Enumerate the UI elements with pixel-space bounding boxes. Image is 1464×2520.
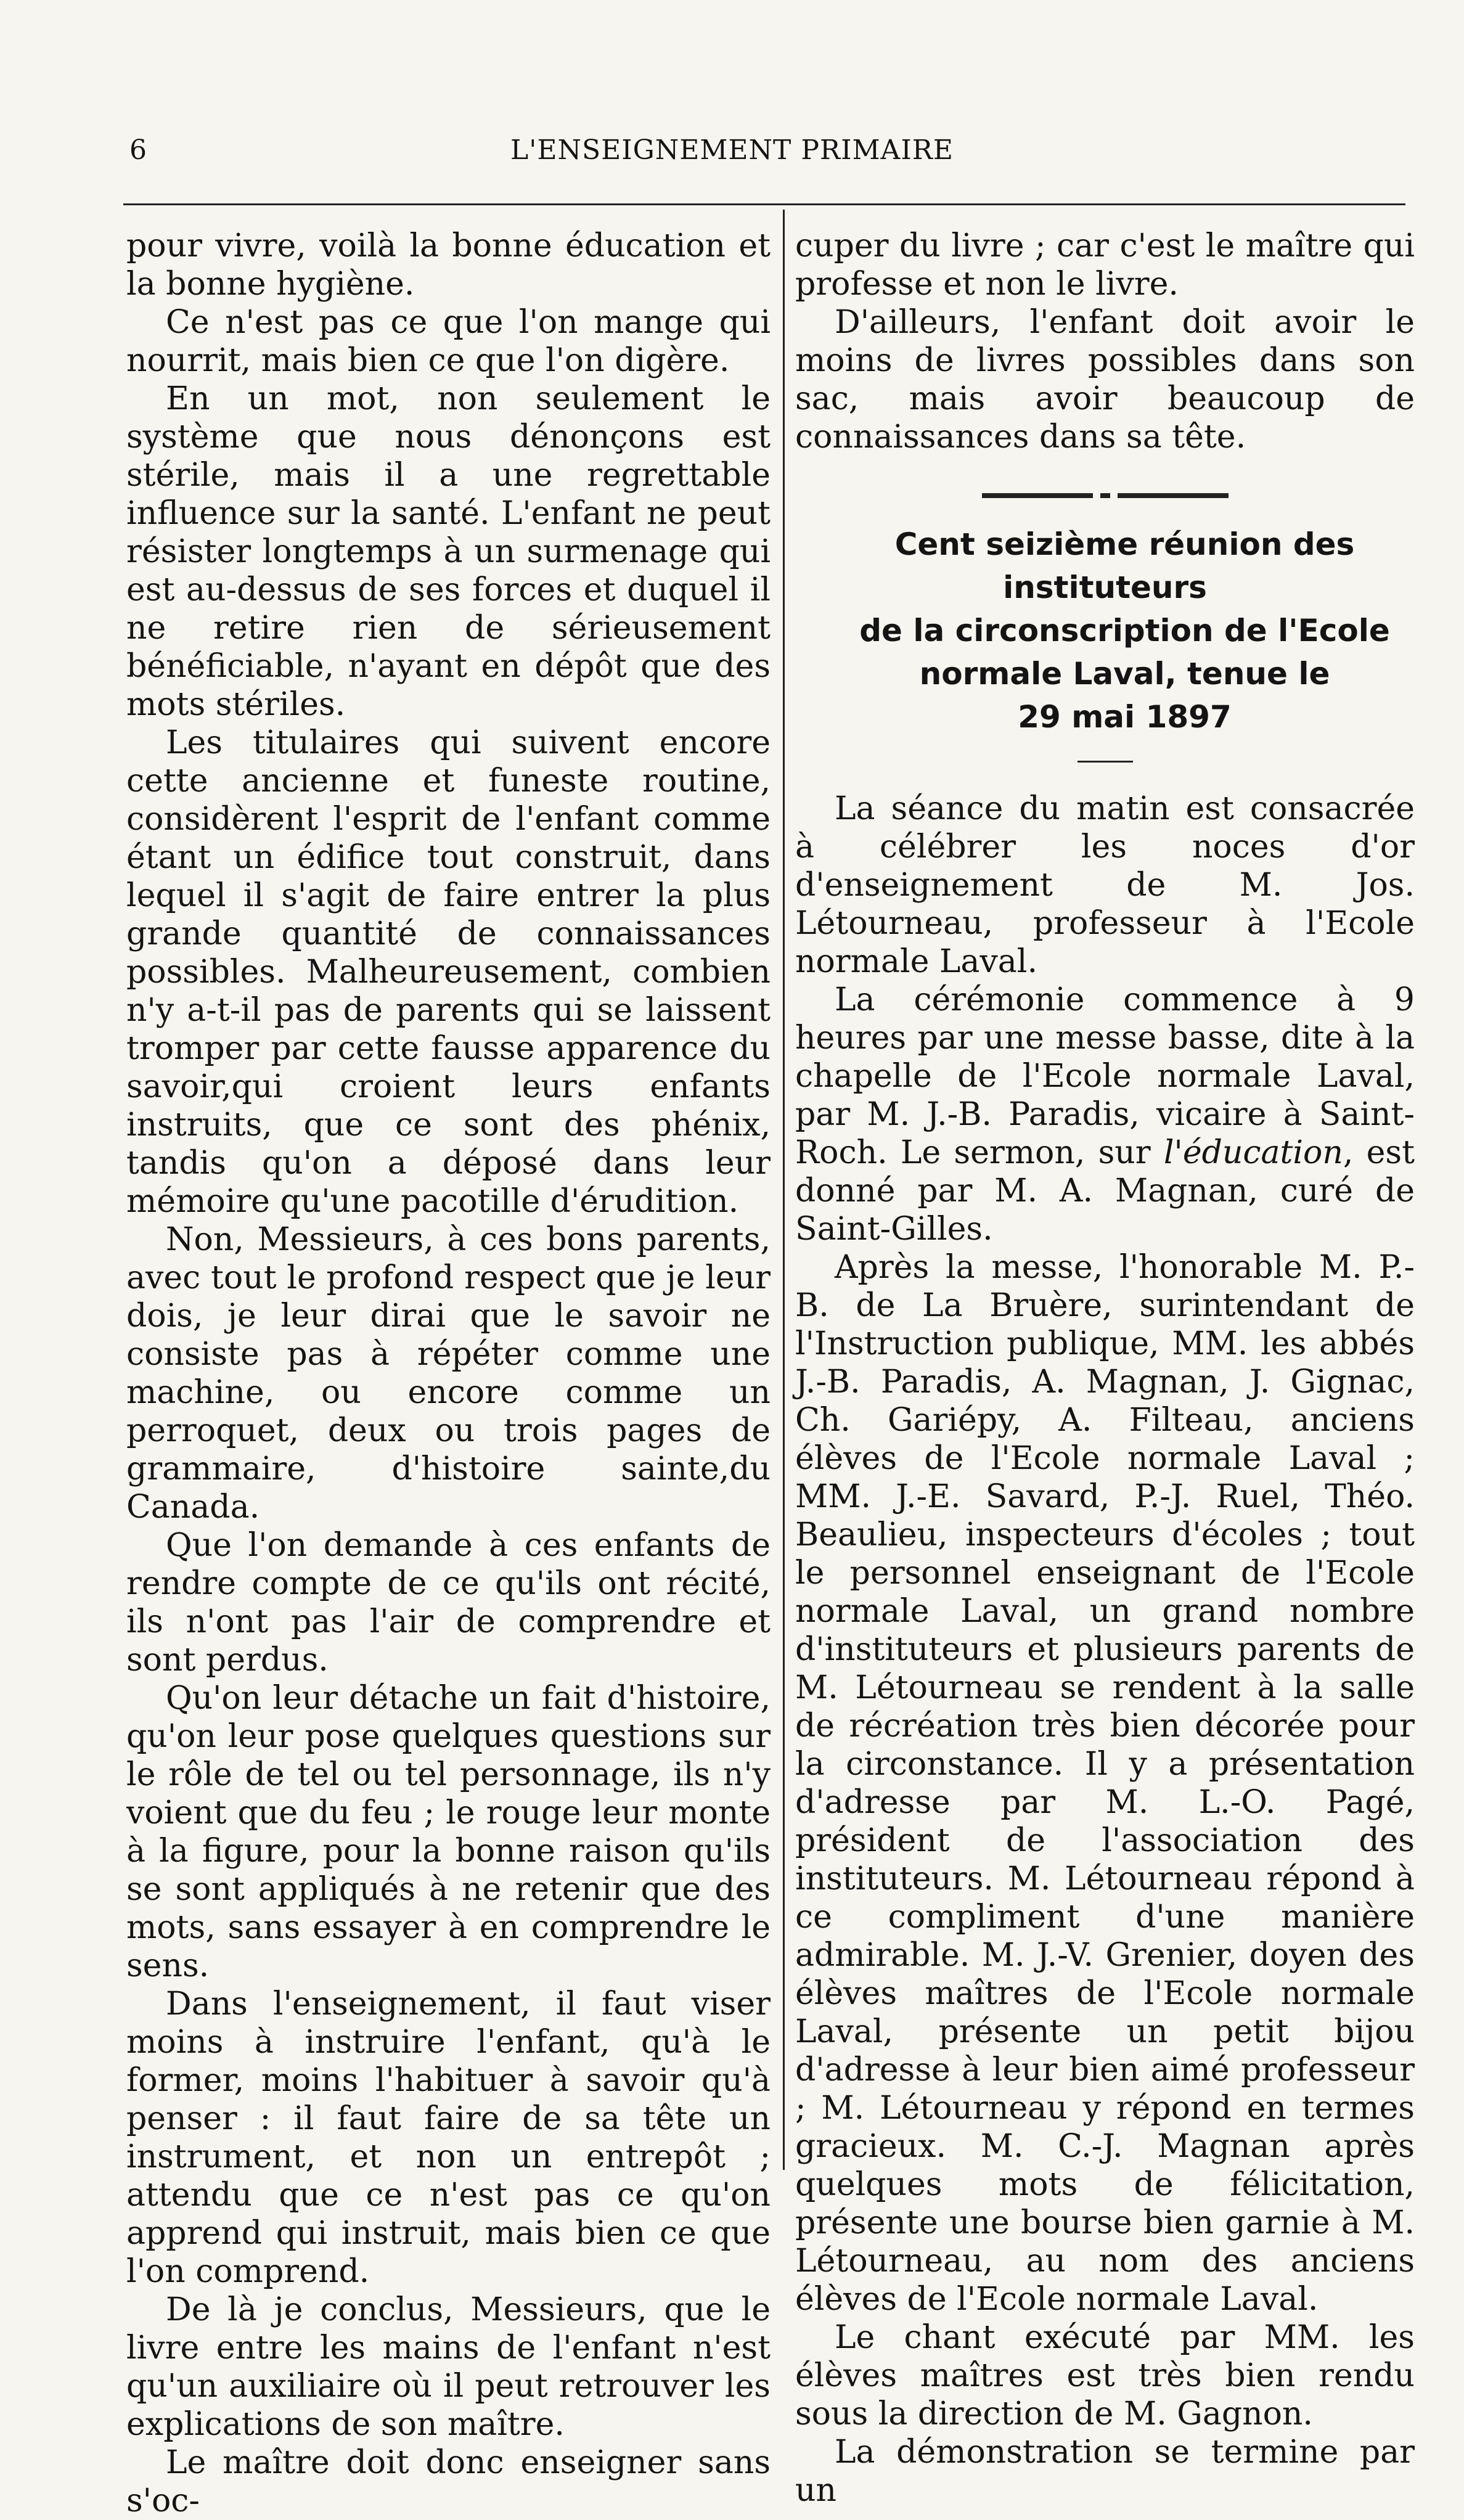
paragraph: Ce n'est pas ce que l'on mange qui nourrit, mais bien ce que l'on digère. xyxy=(126,304,771,379)
paragraph xyxy=(795,981,1415,1248)
paragraph: Le chant exécuté par MM. les élèves maîtres est très bien rendu sous la direction de M. Gagnon. xyxy=(795,2319,1415,2432)
section-heading-line: de la circonscription de l'Ecole xyxy=(859,613,1390,648)
section-heading-line: normale Laval, tenue le xyxy=(919,656,1330,692)
running-title: L'ENSEIGNEMENT PRIMAIRE xyxy=(510,134,954,166)
section-heading xyxy=(795,523,1415,738)
paragraph: Après la messe, l'honorable M. P.-B. de La Bruère, surintendant de l'Instruction publique, MM. les abbés J.-B. Paradis, A. Magnan, J. Gignac, Ch. Gariépy, A. Filteau, anciens élèves de l'Ecole normale Laval ; MM. J.-E. Savard, P.-J. Ruel, Théo. Beaulieu, inspecteurs d'écoles ; tout le personnel enseignant de l'Ecole normale Laval, un grand nombre d'instituteurs et plusieurs parents de M. Létourneau se rendent à la salle de récréation très bien décorée pour la circonstance. Il y a présentation d'adresse par M. L.-O. Pagé, président de l'association des instituteurs. M. Létourneau répond à ce compliment d'une manière admirable. M. J.-V. Grenier, doyen des élèves maîtres de l'Ecole normale Laval, présente un petit bijou d'adresse à leur bien aimé professeur ; M. Létourneau y répond en termes gracieux. M. C.-J. Magnan après quelques mots de félicitation, présente une bourse bien garnie à M. Létourneau, au nom des anciens élèves de l'Ecole normale Laval. xyxy=(795,1249,1415,2318)
paragraph: Non, Messieurs, à ces bons parents, avec tout le profond respect que je leur dois, je leur dirai que le savoir ne consiste pas à répéter comme une machine, ou encore comme un perroquet, deux ou trois pages de grammaire, d'histoire sainte,du Canada. xyxy=(126,1221,771,1526)
page-number: 6 xyxy=(129,134,147,166)
header-rule xyxy=(123,203,1405,205)
right-column xyxy=(795,227,1415,2510)
text-run: La cérémonie commence à 9 heures par une messe basse, dite à la chapelle de l'Ecole normale Laval, par M. J.-B. Paradis, vicaire à Saint-Roch. Le sermon, sur xyxy=(795,981,1415,1171)
paragraph: Dans l'enseignement, il faut viser moins à instruire l'enfant, qu'à le former, moins l'habituer à savoir qu'à penser : il faut faire de sa tête un instrument, et non un entrepôt ; attendu que ce n'est pas ce qu'on apprend qui instruit, mais bien ce que l'on comprend. xyxy=(126,1986,771,2290)
section-heading-date: 29 mai 1897 xyxy=(1018,699,1232,735)
text-run: , est donné par M. A. Magnan, curé de Saint-Gilles. xyxy=(795,1134,1415,1248)
paragraph: Le maître doit donc enseigner sans s'oc- xyxy=(126,2444,771,2519)
paragraph: La démonstration se termine par un xyxy=(795,2434,1415,2509)
paragraph: De là je conclus, Messieurs, que le livre entre les mains de l'enfant n'est qu'un auxiliaire où il peut retrouver les explications de son maître. xyxy=(126,2291,771,2443)
left-column xyxy=(126,227,771,2520)
paragraph: pour vivre, voilà la bonne éducation et la bonne hygiène. xyxy=(126,227,771,303)
paragraph: En un mot, non seulement le système que nous dénonçons est stérile, mais il a une regrettable influence sur la santé. L'enfant ne peut résister longtemps à un surmenage qui est au-dessus de ses forces et duquel il ne retire rien de sérieusement bénéficiable, n'ayant en dépôt que des mots stériles. xyxy=(126,380,771,723)
section-ornament xyxy=(982,493,1229,498)
paragraph: Les titulaires qui suivent encore cette ancienne et funeste routine, considèrent l'esprit de l'enfant comme étant un édifice tout construit, dans lequel il s'agit de faire entrer la plus grande quantité de connaissances possibles. Malheureusement, combien n'y a-t-il pas de parents qui se laissent tromper par cette fausse apparence du savoir,qui croient leurs enfants instruits, que ce sont des phénix, tandis qu'on a déposé dans leur mémoire qu'une pacotille d'érudition. xyxy=(126,724,771,1220)
paragraph: Qu'on leur détache un fait d'histoire, qu'on leur pose quelques questions sur le rôle de tel ou tel personnage, ils n'y voient que du feu ; le rouge leur monte à la figure, pour la bonne raison qu'ils se sont appliqués à ne retenir que des mots, sans essayer à en comprendre le sens. xyxy=(126,1680,771,1984)
column-divider xyxy=(783,210,785,2170)
paragraph: La séance du matin est consacrée à célébrer les noces d'or d'enseignement de M. Jos. Létourneau, professeur à l'Ecole normale Laval. xyxy=(795,790,1415,980)
paragraph: D'ailleurs, l'enfant doit avoir le moins de livres possibles dans son sac, mais avoir beaucoup de connaissances dans sa tête. xyxy=(795,304,1415,456)
paragraph: cuper du livre ; car c'est le maître qui professe et non le livre. xyxy=(795,227,1415,303)
italic-term: l'éducation xyxy=(1163,1134,1343,1171)
section-heading-line: Cent seizième réunion des instituteurs xyxy=(894,526,1355,605)
heading-rule xyxy=(1078,761,1133,763)
paragraph: Que l'on demande à ces enfants de rendre compte de ce qu'ils ont récité, ils n'ont pas l'air de comprendre et sont perdus. xyxy=(126,1527,771,1679)
